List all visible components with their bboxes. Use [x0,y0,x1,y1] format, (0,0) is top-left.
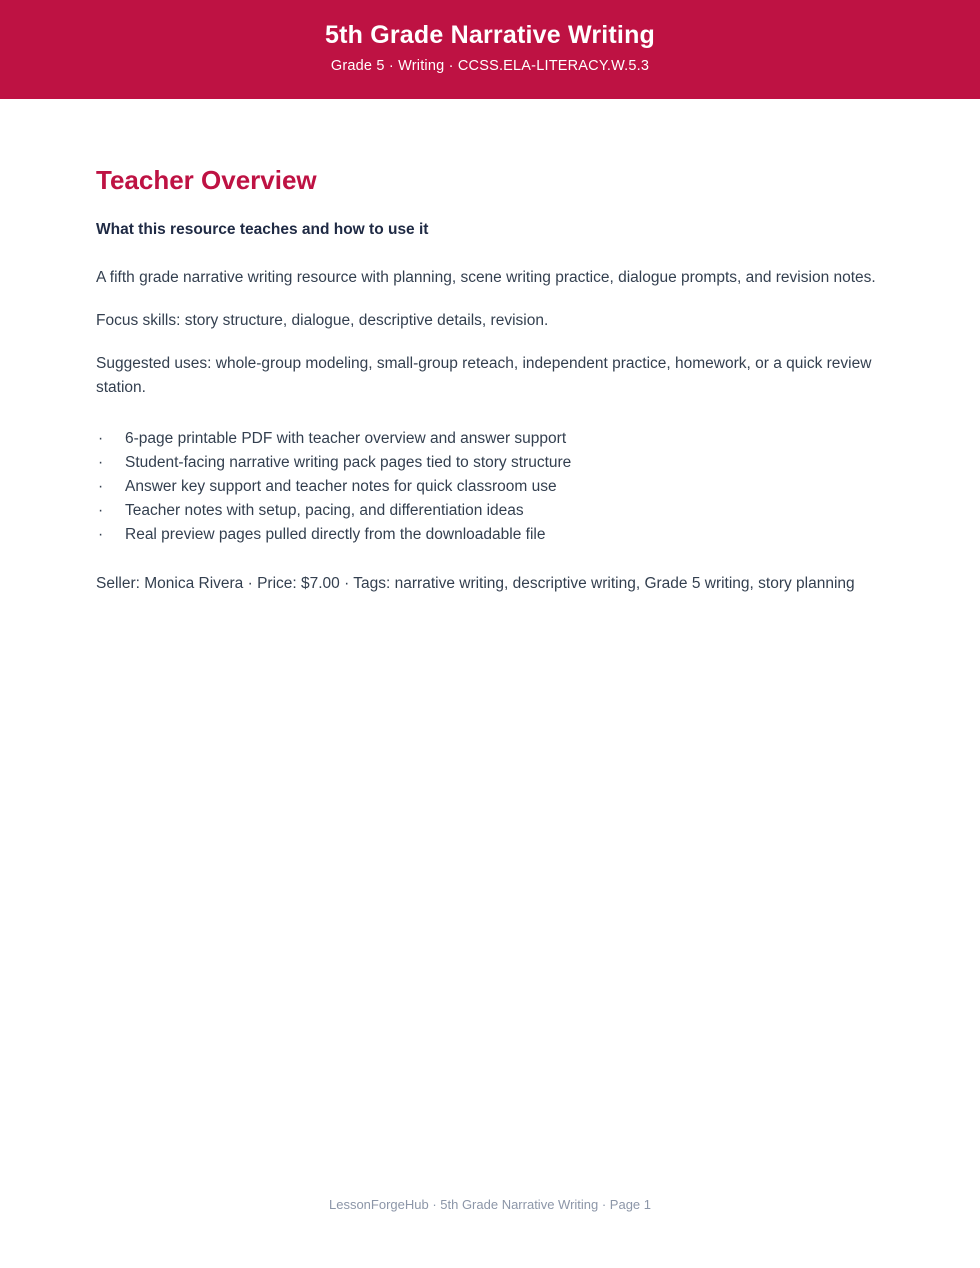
bullet-marker: · [98,526,104,543]
section-subheading: What this resource teaches and how to use it [96,221,429,238]
list-item-text: Real preview pages pulled directly from the downloadable file [125,526,546,543]
list-item-text: Student-facing narrative writing pack pages tied to story structure [125,454,572,471]
list-item-text: Answer key support and teacher notes for quick classroom use [125,478,557,495]
document-subtitle: Grade 5 · Writing · CCSS.ELA-LITERACY.W.5.3 [330,58,650,74]
bullet-marker: · [98,478,104,495]
document-header-banner [0,0,980,99]
bullet-marker: · [98,430,104,447]
bullet-marker: · [98,454,104,471]
suggested-uses-paragraph: Suggested uses: whole-group modeling, small-group reteach, independent practice, homework, or a quick review station. [96,355,872,396]
seller-info-line: Seller: Monica Rivera · Price: $7.00 · Tags: narrative writing, descriptive writing, Grade 5 writing, story planning [96,575,855,592]
section-heading: Teacher Overview [96,165,317,195]
list-item-text: Teacher notes with setup, pacing, and differentiation ideas [125,502,524,519]
feature-list [96,427,884,547]
focus-skills-paragraph: Focus skills: story structure, dialogue, descriptive details, revision. [96,312,549,329]
list-item [96,475,884,499]
document-title: 5th Grade Narrative Writing [324,21,656,49]
list-item-text: 6-page printable PDF with teacher overview and answer support [125,430,567,447]
page-content [0,165,980,596]
bullet-marker: · [98,502,104,519]
description-paragraph: A fifth grade narrative writing resource with planning, scene writing practice, dialogue prompts, and revision notes. [96,269,876,286]
list-item [96,427,884,451]
list-item [96,451,884,475]
list-item [96,499,884,523]
list-item [96,523,884,547]
page-footer: LessonForgeHub · 5th Grade Narrative Writing · Page 1 [328,1197,652,1212]
